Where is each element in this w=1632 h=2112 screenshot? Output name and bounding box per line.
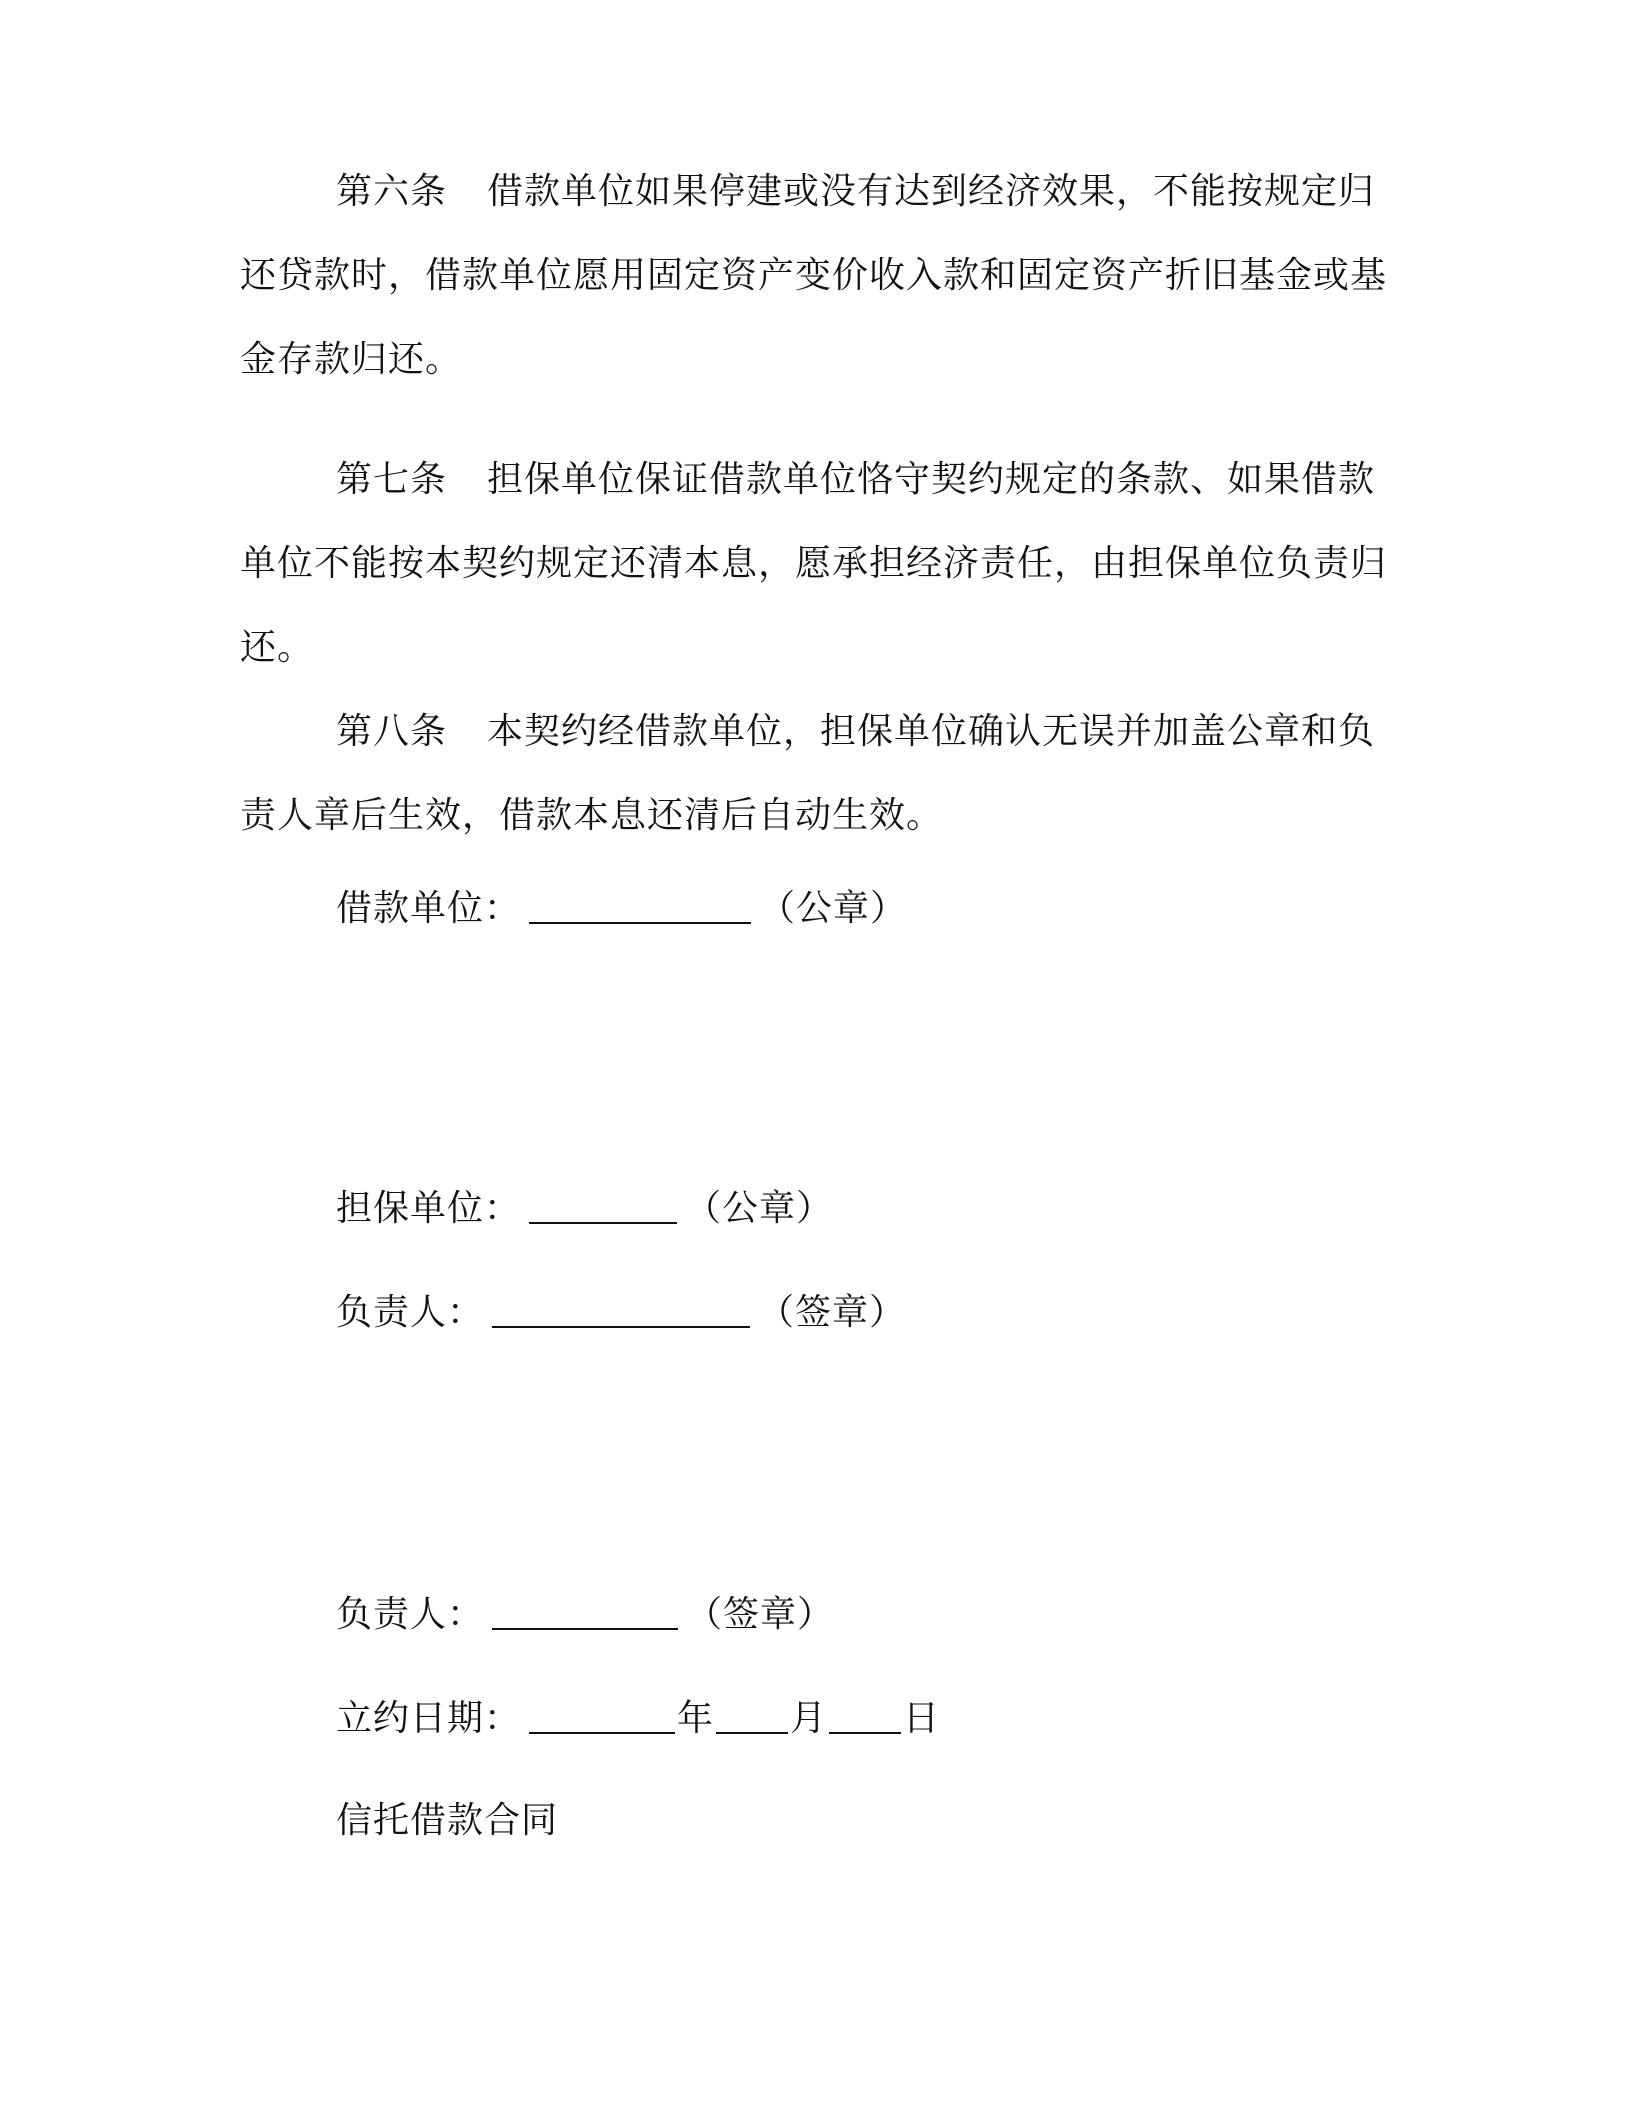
borrower-signature-line xyxy=(336,884,907,934)
article-6-text: 借款单位如果停建或没有达到经济效果，不能按规定归还贷款时，借款单位愿用固定资产变价收入款和固定资产折旧基金或基金存款归还。 xyxy=(240,171,1388,380)
next-title-text: 信托借款合同 xyxy=(336,1800,559,1841)
borrower-label: 借款单位： xyxy=(336,888,522,929)
borrower-seal: （公章） xyxy=(759,888,908,929)
guarantor-signature-line xyxy=(336,1184,833,1234)
article-8-text: 本契约经借款单位，担保单位确认无误并加盖公章和负责人章后生效，借款本息还清后自动生效。 xyxy=(240,711,1376,836)
article-7 xyxy=(240,438,1390,690)
guarantor-label: 担保单位： xyxy=(336,1188,522,1229)
responsible-signature-line-1 xyxy=(336,1288,906,1338)
responsible-signature-line-2 xyxy=(336,1590,834,1640)
article-8-number: 第八条 xyxy=(336,711,448,752)
year-blank[interactable] xyxy=(529,1696,675,1734)
article-7-text: 担保单位保证借款单位恪守契约规定的条款、如果借款单位不能按本契约规定还清本息，愿承担经济责任，由担保单位负责归还。 xyxy=(240,459,1388,668)
article-6 xyxy=(240,150,1390,402)
next-contract-title xyxy=(336,1796,558,1846)
responsible-blank-1[interactable] xyxy=(492,1290,750,1328)
borrower-blank[interactable] xyxy=(529,886,751,924)
responsible-blank-2[interactable] xyxy=(492,1592,678,1630)
article-6-number: 第六条 xyxy=(336,171,448,212)
guarantor-blank[interactable] xyxy=(529,1186,677,1224)
article-8 xyxy=(240,690,1390,858)
responsible-seal-1: （签章） xyxy=(758,1292,907,1333)
day-blank[interactable] xyxy=(829,1696,901,1734)
guarantor-seal: （公章） xyxy=(685,1188,834,1229)
date-line xyxy=(336,1694,940,1744)
responsible-label-2: 负责人： xyxy=(336,1594,485,1635)
responsible-label-1: 负责人： xyxy=(336,1292,485,1333)
responsible-seal-2: （签章） xyxy=(686,1594,835,1635)
month-blank[interactable] xyxy=(716,1696,788,1734)
year-label: 年 xyxy=(677,1698,715,1739)
date-label: 立约日期： xyxy=(336,1698,522,1739)
article-7-number: 第七条 xyxy=(336,459,448,500)
day-label: 日 xyxy=(903,1698,941,1739)
month-label: 月 xyxy=(790,1698,828,1739)
